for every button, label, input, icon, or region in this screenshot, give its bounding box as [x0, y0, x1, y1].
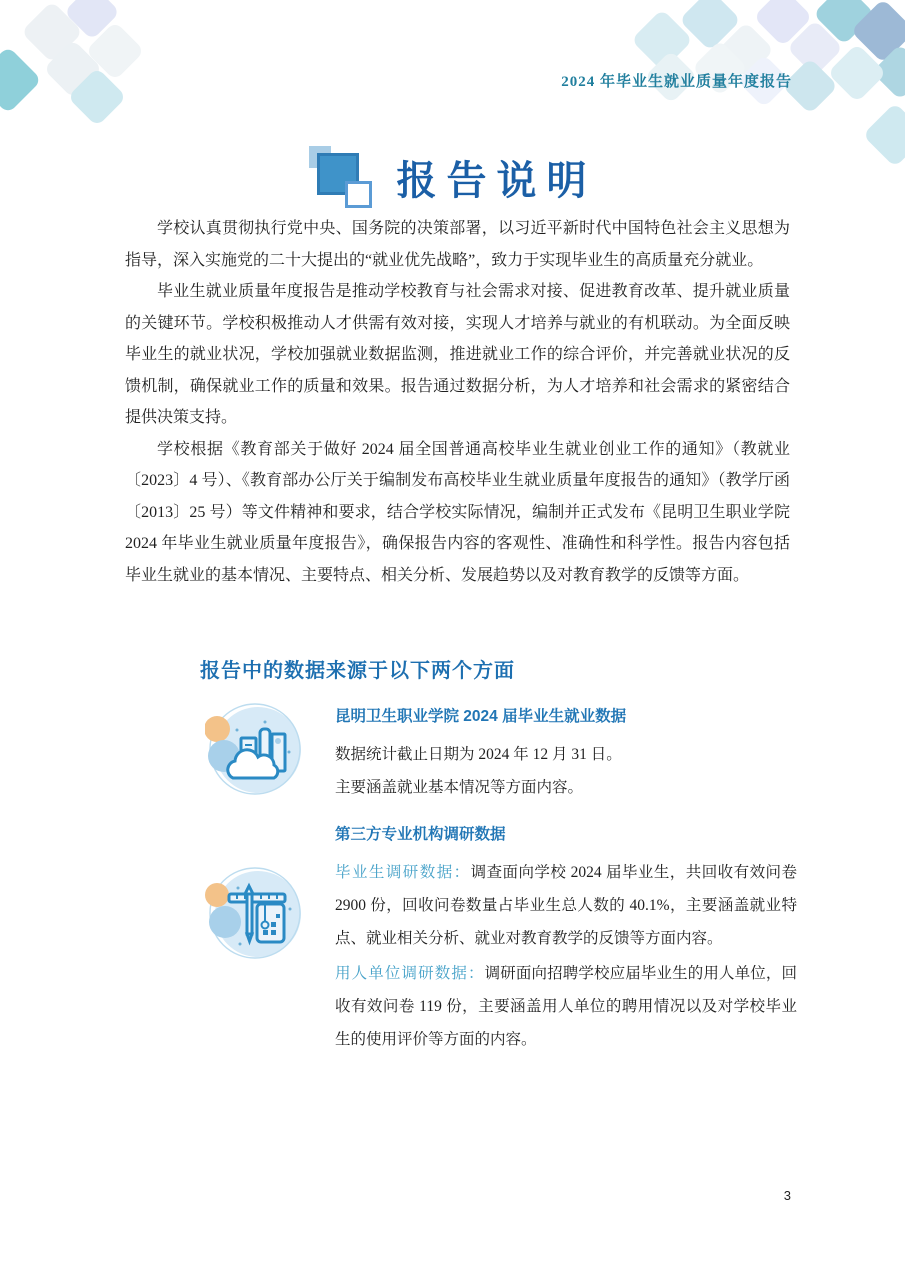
data-source-title: 昆明卫生职业学院 2024 届毕业生就业数据	[335, 708, 627, 725]
data-source-text	[335, 700, 797, 805]
section-heading: 报告中的数据来源于以下两个方面	[200, 660, 515, 682]
paragraph: 毕业生就业质量年度报告是推动学校教育与社会需求对接、促进教育改革、提升就业质量的关键环节。学校积极推动人才供需有效对接，实现人才培养与就业的有机联动。为全面反映毕业生的就业状况，学校加强就业数据监测，推进就业工作的综合评价，并完善就业状况的反馈机制，确保就业工作的质量和效果。报告通过数据分析，为人才培养和社会需求的紧密结合提供决策支持。	[125, 283, 790, 426]
data-source-item-text: 调研面向招聘学校应届毕业生的用人单位，回收有效问卷 119 份，主要涵盖用人单位的聘用情况以及对学校毕业生的使用评价等方面的内容。	[335, 965, 797, 1048]
page-number: 3	[783, 1188, 791, 1203]
page-header-title: 2024 年毕业生就业质量年度报告	[561, 74, 792, 90]
overlapping-squares-icon	[309, 146, 371, 208]
data-source-line: 数据统计截止日期为 2024 年 12 月 31 日。	[335, 746, 622, 763]
data-source-item-label: 毕业生调研数据：	[335, 864, 471, 881]
icon-column	[205, 818, 335, 1058]
survey-phone-icon	[205, 864, 305, 964]
paragraph: 学校认真贯彻执行党中央、国务院的决策部署，以习近平新时代中国特色社会主义思想为指导，深入实施党的二十大提出的“就业优先战略”，致力于实现毕业生的高质量充分就业。	[125, 220, 790, 269]
chapter-title-row	[0, 146, 905, 208]
decorative-diamond	[0, 46, 42, 114]
data-source-item-text: 调查面向学校 2024 届毕业生，共回收有效问卷 2900 份，回收问卷数量占毕业生总人数的 40.1%，主要涵盖就业特点、就业相关分析、就业对教育教学的反馈等方面内容。	[335, 864, 797, 947]
data-source-title: 第三方专业机构调研数据	[335, 826, 506, 843]
report-body	[125, 213, 790, 591]
data-source-text	[335, 818, 797, 1058]
data-source-block-school	[205, 700, 797, 805]
icon-column	[205, 700, 335, 805]
data-source-item-label: 用人单位调研数据：	[335, 965, 485, 982]
data-source-item	[335, 957, 797, 1056]
page-title: 报告说明	[396, 157, 597, 203]
paragraph: 学校根据《教育部关于做好 2024 届全国普通高校毕业生就业创业工作的通知》（教就业〔2023〕4 号）、《教育部办公厅关于编制发布高校毕业生就业质量年度报告的通知》（教学厅函〔2013〕25 号）等文件精神和要求，结合学校实际情况，编制并正式发布《昆明卫生职业学院 2024 年毕业生就业质量年度报告》，确保报告内容的客观性、准确性和科学性。报告内容包括毕业生就业的基本情况、主要特点、相关分析、发展趋势以及对教育教学的反馈等方面。	[125, 440, 790, 584]
data-source-line: 主要涵盖就业基本情况等方面内容。	[335, 779, 584, 796]
data-source-item	[335, 856, 797, 955]
data-source-block-thirdparty	[205, 818, 797, 1058]
square-shape	[345, 181, 372, 208]
city-cloud-icon	[205, 700, 305, 800]
